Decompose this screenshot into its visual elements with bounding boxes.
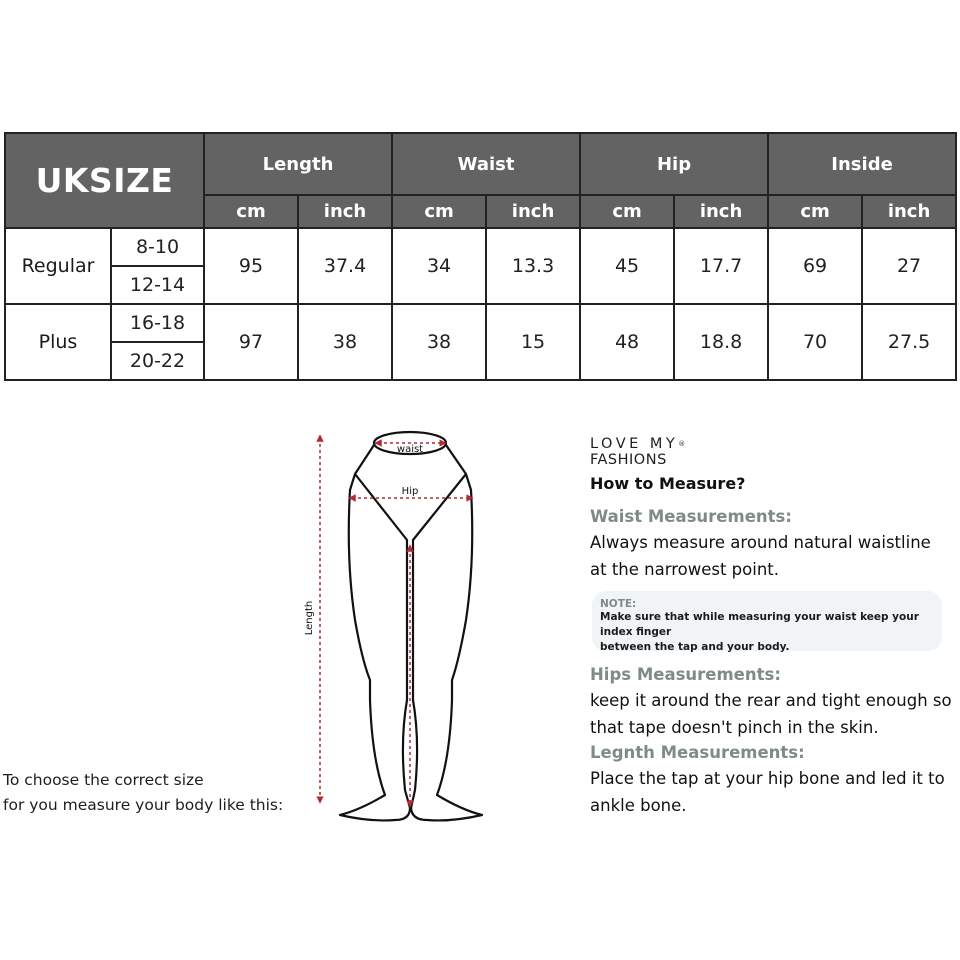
uksize-header: UKSIZE [5,133,204,228]
waist-header: Waist [392,133,580,195]
unit-header: cm [768,195,862,228]
value-cell: 95 [204,228,298,304]
unit-header: cm [392,195,486,228]
size-range: 20-22 [111,342,204,380]
value-cell: 15 [486,304,580,380]
category-regular: Regular [5,228,111,304]
length-label: Length [304,600,315,636]
value-cell: 38 [298,304,392,380]
waist-text: at the narrowest point. [590,560,780,579]
inside-header: Inside [768,133,956,195]
hips-text: that tape doesn't pinch in the skin. [590,718,879,737]
hip-label: Hip [401,486,419,497]
hips-heading: Hips Measurements: [590,665,781,684]
hips-text: keep it around the rear and tight enough so [590,691,952,710]
brand-line2: FASHIONS [590,452,667,468]
unit-header: inch [862,195,956,228]
size-range: 16-18 [111,304,204,342]
registered-mark: ® [678,440,686,448]
unit-header: cm [204,195,298,228]
length-header: Length [204,133,392,195]
value-cell: 97 [204,304,298,380]
value-cell: 38 [392,304,486,380]
value-cell: 45 [580,228,674,304]
brand-line1: LOVE MY [590,436,679,452]
value-cell: 27.5 [862,304,956,380]
category-plus: Plus [5,304,111,380]
guide-title: How to Measure? [590,474,746,493]
size-chart-table [4,132,957,381]
table-row [5,304,956,342]
note-text: between the tap and your body. [600,641,790,653]
unit-header: inch [298,195,392,228]
value-cell: 70 [768,304,862,380]
value-cell: 48 [580,304,674,380]
waist-label: waist [396,444,424,455]
intro-line: for you measure your body like this: [3,796,284,814]
table-row [5,228,956,266]
leggings-measurement-diagram [300,425,500,835]
value-cell: 37.4 [298,228,392,304]
brand-logo [590,437,960,452]
unit-header: cm [580,195,674,228]
length-text: Place the tap at your hip bone and led it to [590,769,945,788]
waist-text: Always measure around natural waistline [590,533,931,552]
note-box [592,591,942,651]
intro-line: To choose the correct size [3,771,204,789]
value-cell: 17.7 [674,228,768,304]
note-text: Make sure that while measuring your waist keep your index finger [600,611,919,638]
measurement-guide [590,437,960,819]
value-cell: 27 [862,228,956,304]
unit-header: inch [674,195,768,228]
intro-text [3,768,283,818]
value-cell: 18.8 [674,304,768,380]
note-heading: NOTE: [600,598,637,610]
size-range: 8-10 [111,228,204,266]
value-cell: 34 [392,228,486,304]
waist-heading: Waist Measurements: [590,507,792,526]
size-range: 12-14 [111,266,204,304]
unit-header: inch [486,195,580,228]
length-heading: Legnth Measurements: [590,743,805,762]
hip-header: Hip [580,133,768,195]
length-text: ankle bone. [590,796,687,815]
value-cell: 69 [768,228,862,304]
value-cell: 13.3 [486,228,580,304]
